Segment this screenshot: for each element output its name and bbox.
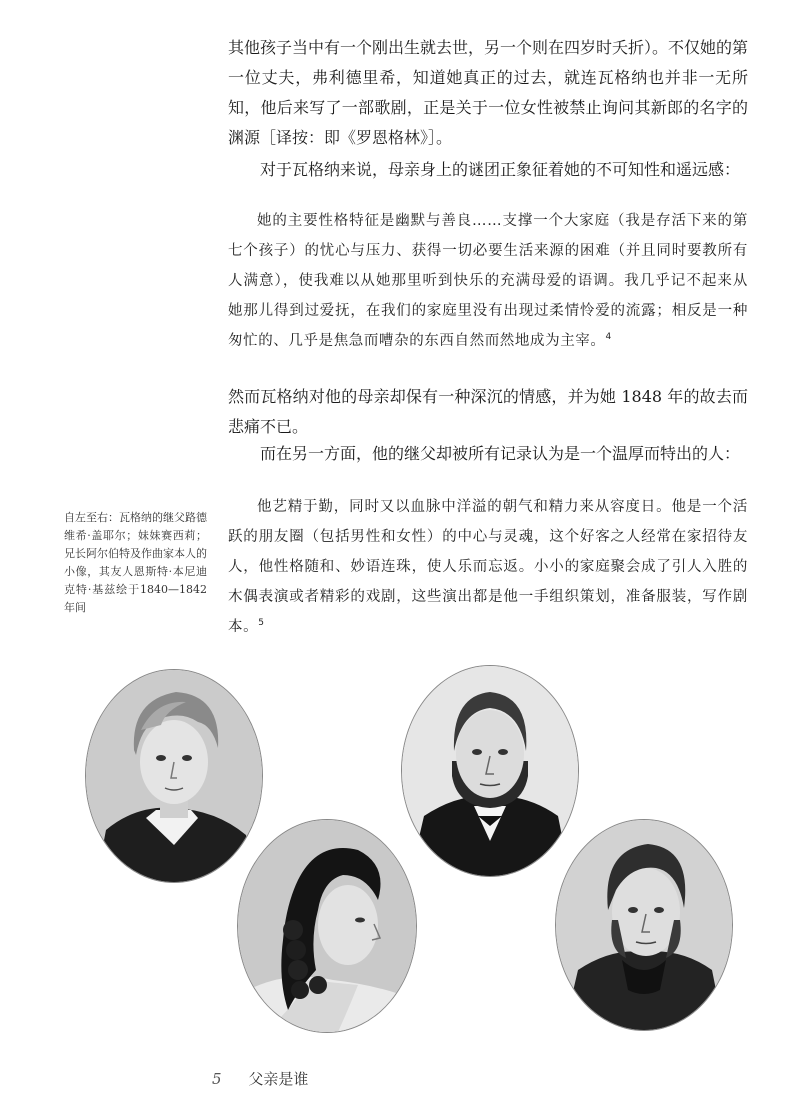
chapter-title: 父亲是谁 [248,1070,309,1088]
portrait-caecilie-image [238,820,416,1032]
quote-block-2 [228,492,748,642]
portrait-ludwig-geyer-image [86,670,262,882]
footnote-marker-4: 4 [605,332,612,342]
paragraph-4: 而在另一方面，他的继父却被所有记录认为是一个温厚而特出的人： [260,444,741,463]
quote-block-1 [228,206,748,356]
page-footer [212,1068,308,1089]
paragraph-3: 然而瓦格纳对他的母亲却保有一种深沉的情感，并为她 1848 年的故去而悲痛不已。 [228,387,748,436]
portrait-albert-image [402,666,578,876]
quote-2-text: 他艺精于勤，同时又以血脉中洋溢的朝气和精力来从容度日。他是一个活跃的朋友圈（包括男性和女性）的中心与灵魂，这个好客之人经常在家招待友人，他性格随和、妙语连珠，使人乐而忘返。小小的家庭聚会成了引人入胜的木偶表演或者精彩的戏剧，这些演出都是他一手组织策划，准备服装，写作剧本。 [228,499,748,635]
paragraph-2: 对于瓦格纳来说，母亲身上的谜团正象征着她的不可知性和遥远感： [260,160,741,179]
portrait-ludwig-geyer [86,670,262,882]
quote-1-text: 她的主要性格特征是幽默与善良……支撑一个大家庭（我是存活下来的第七个孩子）的忧心与压力、获得一切必要生活来源的困难（并且同时要教所有人满意），使我难以从她那里听到快乐的充满母爱的语调。我几乎记不起来从她那儿得到过爱抚，在我们的家庭里没有出现过柔情怜爱的流露；相反是一种匆忙的、几乎是焦急而嘈杂的东西自然而然地成为主宰。 [228,213,748,349]
portrait-albert [402,666,578,876]
portrait-caecilie [238,820,416,1032]
paragraph-1: 其他孩子当中有一个刚出生就去世，另一个则在四岁时夭折）。不仅她的第一位丈夫，弗利德里希，知道她真正的过去，就连瓦格纳也并非一无所知，他后来写了一部歌剧，正是关于一位女性被禁止询问其新郎的名字的渊源［译按：即《罗恩格林》］。 [228,38,749,147]
page-number: 5 [212,1070,222,1088]
portrait-richard-wagner-image [556,820,732,1030]
portrait-richard-wagner [556,820,732,1030]
footnote-marker-5: 5 [258,618,265,628]
figure-caption: 自左至右：瓦格纳的继父路德维希·盖耶尔；妹妹赛西莉；兄长阿尔伯特及作曲家本人的小像，其友人恩斯特·本尼迪克特·基兹绘于1840—1842年间 [64,511,207,614]
